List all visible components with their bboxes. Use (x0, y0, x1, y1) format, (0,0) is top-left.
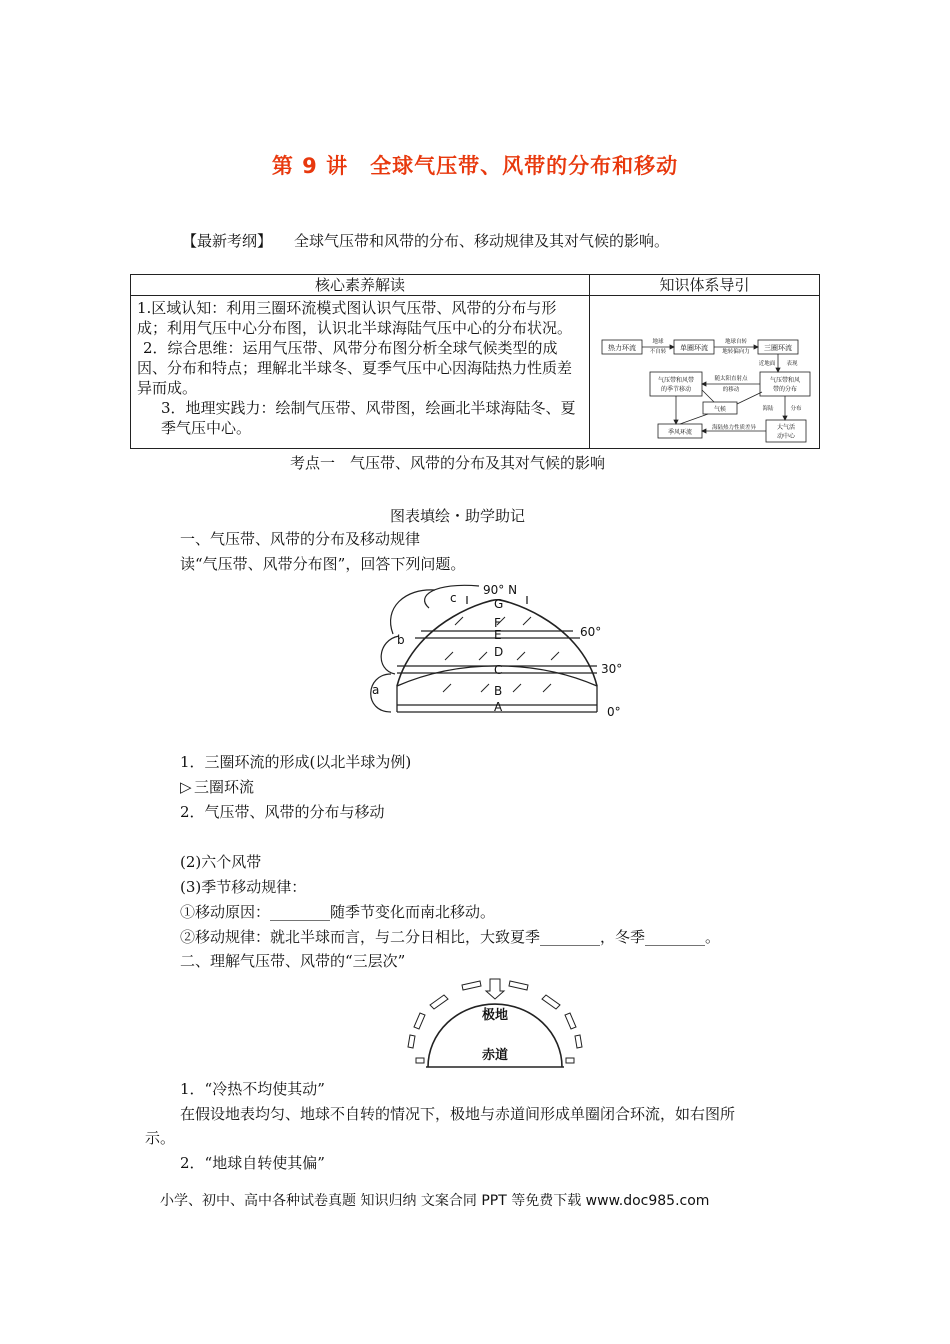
diag-three: 三圈环流 (764, 344, 792, 352)
belt-letter: C (494, 663, 503, 677)
pressure-wind-figure (355, 578, 635, 720)
item-three-cell (180, 776, 254, 798)
loop-label: a (372, 683, 380, 697)
literacy-list (131, 296, 589, 440)
diag-label: 地球 (652, 339, 664, 345)
diag-center: 大气活 (776, 424, 796, 431)
col-header-knowledge: 知识体系导引 (590, 275, 820, 296)
paragraph: 在假设地表均匀、地球不自转的情况下，极地与赤道间形成单圈闭合环流，如右图所 (180, 1105, 736, 1123)
label-lat60: 60° (580, 625, 602, 639)
section-heading: 考点一 气压带、风带的分布及其对气候的影响 (290, 454, 606, 472)
three-cell-label: 三圈环流 (194, 778, 255, 796)
footer-banner: 小学、初中、高中各种试卷真题 知识归纳 文案合同 PPT 等免费下载 www.doc985.com (160, 1193, 710, 1209)
pointer-icon: ▷ (180, 778, 192, 796)
label-pole: 极地 (481, 1008, 509, 1023)
label-north: 90° N (483, 583, 518, 597)
literacy-table (130, 274, 820, 449)
h2-heading: 二、理解气压带、风带的“三层次” (180, 952, 406, 970)
single-cell-figure (400, 975, 590, 1070)
outline-line (182, 230, 669, 252)
outline-tag: 【最新考纲】 (182, 232, 273, 250)
diag-label: 表现 (786, 361, 798, 367)
item-rule: ②移动规律：就北半球而言，与二分日相比，大致夏季________，冬季________。 (180, 928, 721, 946)
belt-letter: A (494, 700, 503, 714)
loop-label: b (397, 633, 405, 647)
item-cause: ①移动原因：________随季节变化而南北移动。 (180, 903, 496, 921)
item-1: 1．三圈环流的形成(以北半球为例) (180, 753, 412, 771)
diag-sealand: 海陆 (762, 406, 774, 412)
diag-seasonal: 的季节移动 (660, 386, 692, 393)
item-six-belts: (2)六个风带 (180, 853, 262, 871)
diag-label: 近地面 (758, 361, 776, 367)
belt-letter: B (494, 684, 503, 698)
belt-letter: G (494, 597, 504, 611)
item-season: (3)季节移动规律： (180, 878, 307, 896)
diag-sun: 随太阳直射点 (714, 376, 748, 382)
read-instruction: 读“气压带、风带分布图”，回答下列问题。 (180, 555, 466, 573)
literacy-item: 2．综合思维：运用气压带、风带分布图分析全球气候类型的成因、分布和特点；理解北半球冬、夏季气压中心因海陆热力性质差异而成。 (137, 339, 573, 397)
diag-diff: 海陆热力性质差异 (711, 425, 757, 431)
diag-single: 单圈环流 (680, 344, 708, 352)
item-2: 2．气压带、风带的分布与移动 (180, 803, 385, 821)
diag-dist: 带的分布 (772, 386, 798, 393)
sub-1: 1．“冷热不均使其动” (180, 1080, 325, 1098)
col-header-literacy: 核心素养解读 (131, 275, 590, 296)
label-lat30: 30° (601, 662, 623, 676)
diag-dist: 气压带和风 (769, 377, 801, 384)
diag-seasonal: 气压带和风带 (657, 377, 695, 384)
page-title: 第 9 讲 全球气压带、风带的分布和移动 (271, 154, 679, 178)
diag-thermal: 热力环流 (608, 344, 636, 352)
belt-letter: E (494, 628, 502, 642)
sub-2: 2．“地球自转使其偏” (180, 1154, 325, 1172)
h1-heading: 一、气压带、风带的分布及移动规律 (180, 530, 421, 548)
literacy-item: 1.区域认知：利用三圈环流模式图认识气压带、风带的分布与形成；利用气压中心分布图，认识北半球海陆气压中心的分布状况。 (137, 299, 573, 337)
diag-label: 地转偏向力 (722, 349, 750, 355)
diag-distrib: 分布 (790, 406, 802, 412)
diag-monsoon: 季风环流 (667, 429, 693, 436)
paragraph-end: 示。 (145, 1129, 176, 1147)
label-equator: 赤道 (481, 1048, 509, 1063)
diag-climate: 气候 (713, 406, 727, 413)
belt-letter: D (494, 645, 504, 659)
diag-label: 地球自转 (724, 339, 748, 345)
diag-sun: 的移动 (722, 387, 740, 393)
diag-center: 动中心 (776, 433, 796, 440)
diag-label: 不自转 (649, 349, 667, 355)
loop-label: c (450, 591, 457, 605)
outline-text: 全球气压带和风带的分布、移动规律及其对气候的影响。 (294, 232, 670, 250)
belt-letter: F (494, 616, 501, 630)
subsection-heading: 图表填绘・助学助记 (390, 507, 526, 525)
label-lat0: 0° (607, 705, 621, 719)
knowledge-diagram (590, 296, 818, 446)
literacy-item: 3．地理实践力：绘制气压带、风带图，绘画北半球海陆冬、夏季气压中心。 (161, 399, 576, 437)
